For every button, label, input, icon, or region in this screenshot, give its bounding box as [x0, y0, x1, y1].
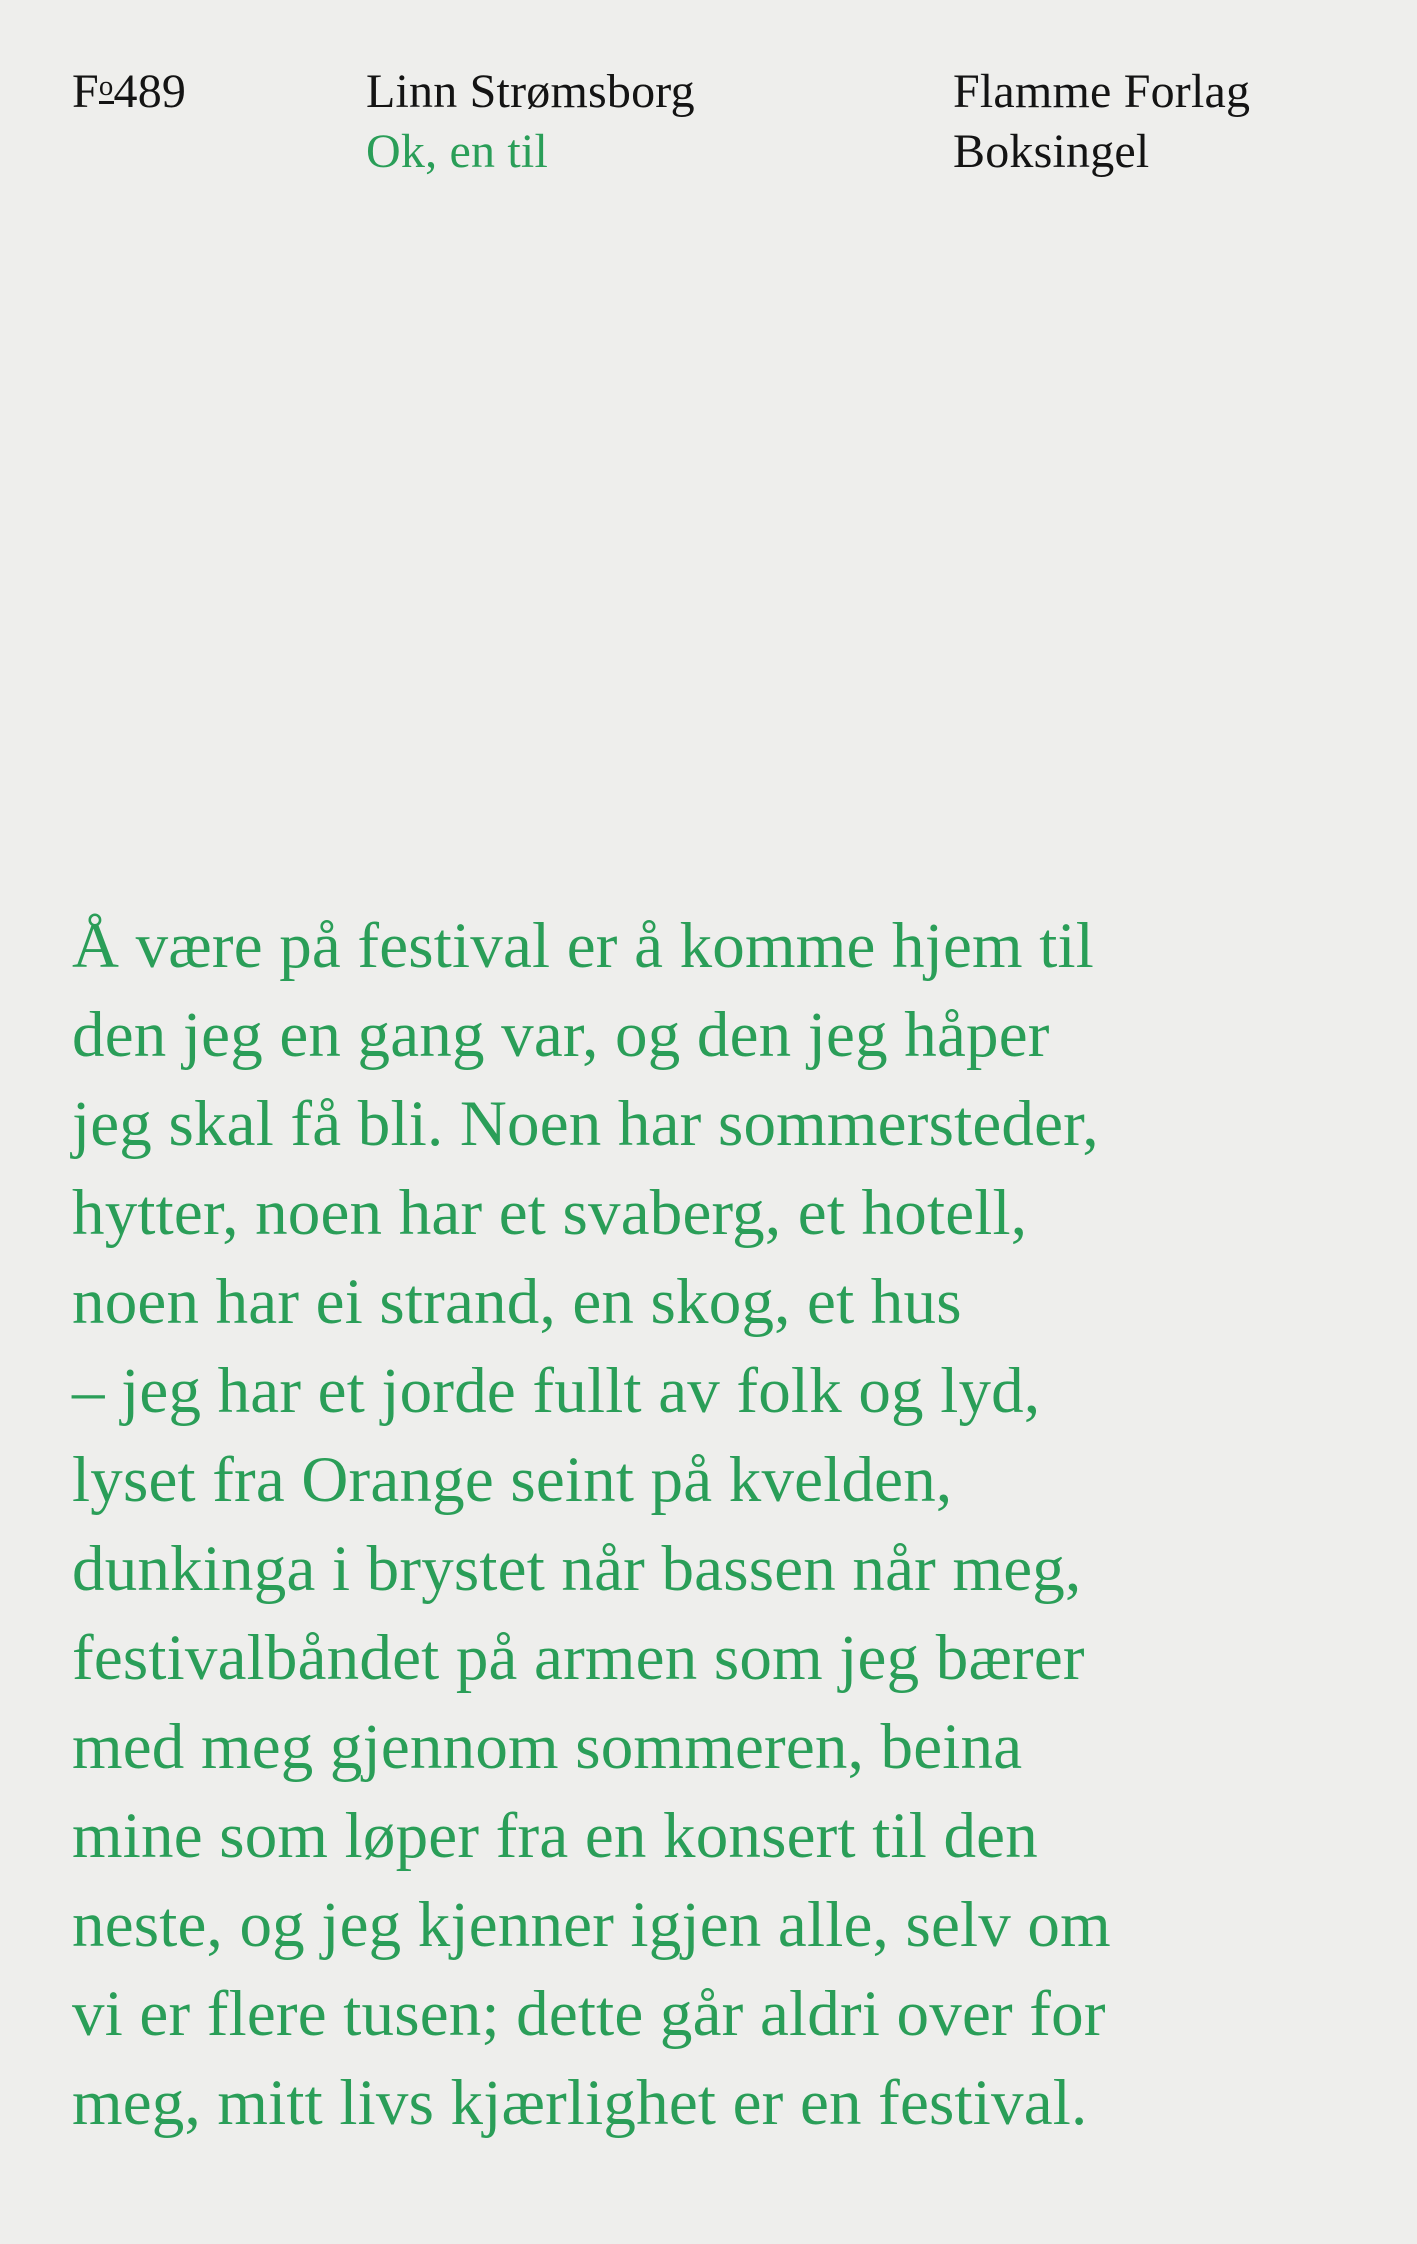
excerpt-line: med meg gjennom sommeren, beina [72, 1711, 1023, 1783]
ordinal-indicator: o [98, 70, 114, 103]
excerpt-line: noen har ei strand, en skog, et hus [72, 1266, 962, 1338]
publisher-block [953, 62, 1250, 182]
publisher-name: Flamme Forlag [953, 65, 1251, 118]
excerpt-line: festivalbåndet på armen som jeg bærer [72, 1622, 1085, 1694]
excerpt-line: vi er flere tusen; dette går aldri over for [72, 1978, 1106, 2050]
excerpt-line: den jeg en gang var, og den jeg håper [72, 999, 1050, 1071]
author-title-block [366, 62, 695, 182]
excerpt-line: jeg skal få bli. Noen har sommersteder, [72, 1088, 1099, 1160]
excerpt-line: lyset fra Orange seint på kvelden, [72, 1444, 953, 1516]
book-title: Ok, en til [366, 125, 548, 178]
issue-letter: F [72, 65, 99, 118]
issue-code [72, 62, 186, 122]
excerpt-line: dunkinga i brystet når bassen når meg, [72, 1533, 1082, 1605]
excerpt-line: mine som løper fra en konsert til den [72, 1800, 1038, 1872]
excerpt-line: meg, mitt livs kjærlighet er en festival. [72, 2067, 1088, 2139]
issue-number: 489 [113, 65, 187, 118]
excerpt-line: hytter, noen har et svaberg, et hotell, [72, 1177, 1028, 1249]
series-name: Boksingel [953, 125, 1150, 178]
author-name: Linn Strømsborg [366, 65, 695, 118]
excerpt-line: Å være på festival er å komme hjem til [72, 910, 1095, 982]
excerpt-line: – jeg har et jorde fullt av folk og lyd, [72, 1355, 1041, 1427]
excerpt-line: neste, og jeg kjenner igjen alle, selv om [72, 1889, 1111, 1961]
excerpt-text [72, 902, 1372, 2148]
